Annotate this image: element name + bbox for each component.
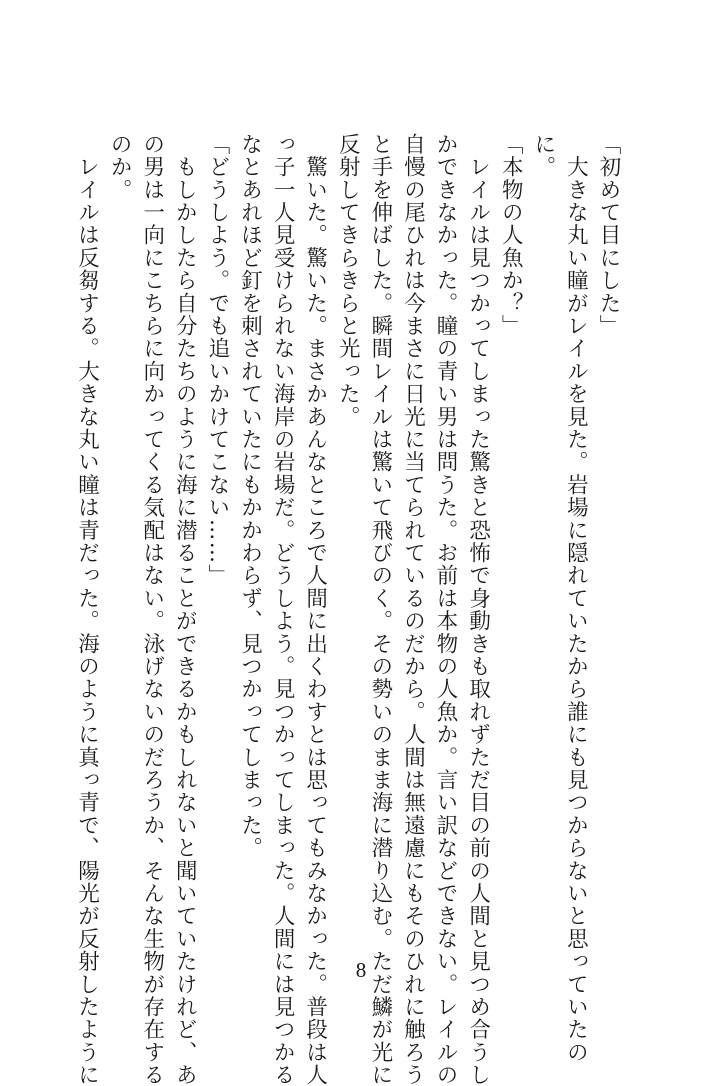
text-line: 「本物の人魚か？」 [498, 133, 524, 338]
text-line: 大きな丸い瞳がレイルを見た。岩場に隠れていたから誰にも見つからないと思っていたの [563, 133, 589, 1064]
text-line: に。 [530, 133, 556, 179]
text-line: の男は一向にこちらに向かってくる気配はない。泳げないのだろうか、そんな生物が存在する [139, 133, 165, 1086]
text-line: 「どうしよう。でも追いかけてこない……」 [204, 133, 230, 587]
text-line: レイルは反芻する。大きな丸い瞳は青だった。海のように真っ青で、陽光が反射したように [74, 133, 100, 1086]
text-line: と手を伸ばした。瞬間レイルは驚いて飛びのく。その勢いのまま海に潜り込む。ただ鱗が光に [367, 133, 393, 1086]
text-line: もしかしたら自分たちのように海に潜ることができるかもしれないと聞いていたけれど、あ [172, 133, 198, 1086]
text-line: レイルは見つかってしまった驚きと恐怖で身動きも取れずただ目の前の人間と見つめ合うし [465, 133, 491, 1086]
text-line: 驚いた。驚いた。まさかあんなところで人間に出くわすとは思ってもみなかった。普段は人 [302, 133, 328, 1086]
text-line: 「初めて目にした」 [596, 133, 621, 338]
page-number: 8 [355, 958, 367, 982]
body-text [70, 133, 624, 1086]
text-line: なとあれほど釘を刺されていたにもかかわらず、見つかってしまった。 [237, 133, 263, 860]
text-line: っ子一人見受けられない海岸の岩場だ。どうしよう。見つかってしまった。人間には見つかる [270, 133, 296, 1086]
text-line: のか。 [107, 133, 133, 202]
text-line: かできなかった。瞳の青い男は問うた。お前は本物の人魚か。言い訳などできない。レイルの [433, 133, 459, 1086]
text-line: 自慢の尾ひれは今まさに日光に当てられているのだから。人間は無遠慮にもそのひれに触ろう [400, 133, 426, 1086]
text-line: 反射してきらきらと光った。 [335, 133, 361, 429]
